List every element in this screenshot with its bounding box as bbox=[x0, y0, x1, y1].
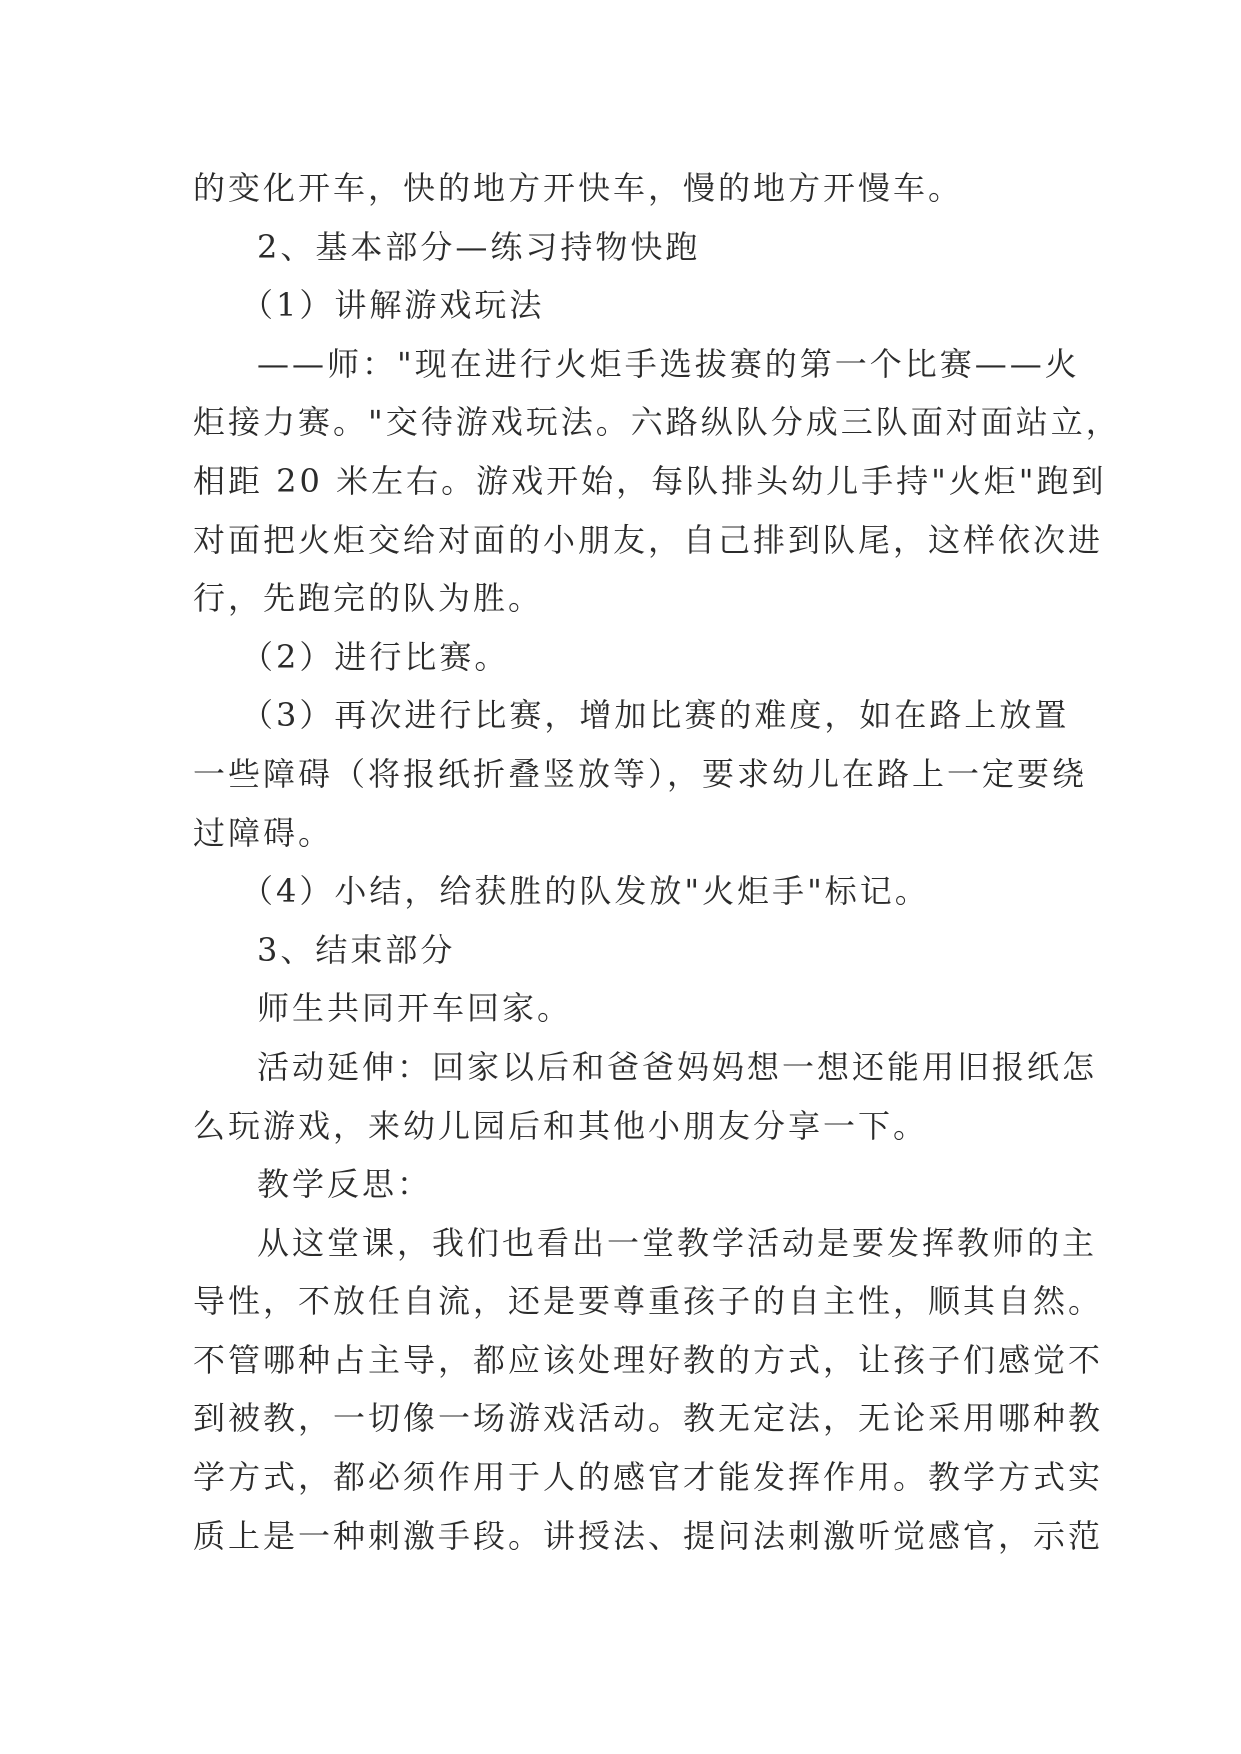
text-line-17: 么玩游戏，来幼儿园后和其他小朋友分享一下。 bbox=[193, 1106, 929, 1145]
text-line-23: 学方式，都必须作用于人的感官才能发挥作用。教学方式实 bbox=[193, 1458, 1104, 1497]
text-line-19: 从这堂课，我们也看出一堂教学活动是要发挥教师的主 bbox=[257, 1223, 1098, 1262]
step-heading-2: （2）进行比赛。 bbox=[241, 637, 510, 676]
text-line-7: 对面把火炬交给对面的小朋友，自己排到队尾，这样依次进 bbox=[193, 520, 1104, 559]
text-line-22: 到被教，一切像一场游戏活动。教无定法，无论采用哪种教 bbox=[193, 1399, 1104, 1438]
step-heading-3: （3）再次进行比赛，增加比赛的难度，如在路上放置 bbox=[241, 696, 1070, 735]
document-body bbox=[193, 159, 1121, 1565]
text-line-6: 相距 20 米左右。游戏开始，每队排头幼儿手持"火炬"跑到 bbox=[193, 461, 1107, 500]
text-line-12: 过障碍。 bbox=[193, 813, 334, 852]
section-heading-end: 3、结束部分 bbox=[257, 930, 456, 969]
text-line-1: 的变化开车，快的地方开快车，慢的地方开慢车。 bbox=[193, 169, 964, 207]
step-heading-4: （4）小结，给获胜的队发放"火炬手"标记。 bbox=[241, 872, 930, 911]
text-line-4: ——师："现在进行火炬手选拔赛的第一个比赛——火 bbox=[257, 344, 1080, 383]
text-line-21: 不管哪种占主导，都应该处理好教的方式，让孩子们感觉不 bbox=[193, 1340, 1104, 1379]
step-heading-1: （1）讲解游戏玩法 bbox=[241, 286, 545, 325]
section-heading-basic: 2、基本部分—练习持物快跑 bbox=[257, 227, 701, 266]
text-line-16: 活动延伸：回家以后和爸爸妈妈想一想还能用旧报纸怎 bbox=[257, 1047, 1098, 1086]
text-line-20: 导性，不放任自流，还是要尊重孩子的自主性，顺其自然。 bbox=[193, 1282, 1104, 1321]
text-line-8: 行，先跑完的队为胜。 bbox=[193, 579, 544, 618]
text-line-11: 一些障碍（将报纸折叠竖放等），要求幼儿在路上一定要绕 bbox=[193, 754, 1088, 793]
text-line-5: 炬接力赛。"交待游戏玩法。六路纵队分成三队面对面站立， bbox=[193, 403, 1121, 442]
text-line-15: 师生共同开车回家。 bbox=[257, 989, 573, 1028]
section-heading-reflection: 教学反思： bbox=[257, 1165, 433, 1204]
text-line-24: 质上是一种刺激手段。讲授法、提问法刺激听觉感官，示范 bbox=[193, 1516, 1104, 1555]
